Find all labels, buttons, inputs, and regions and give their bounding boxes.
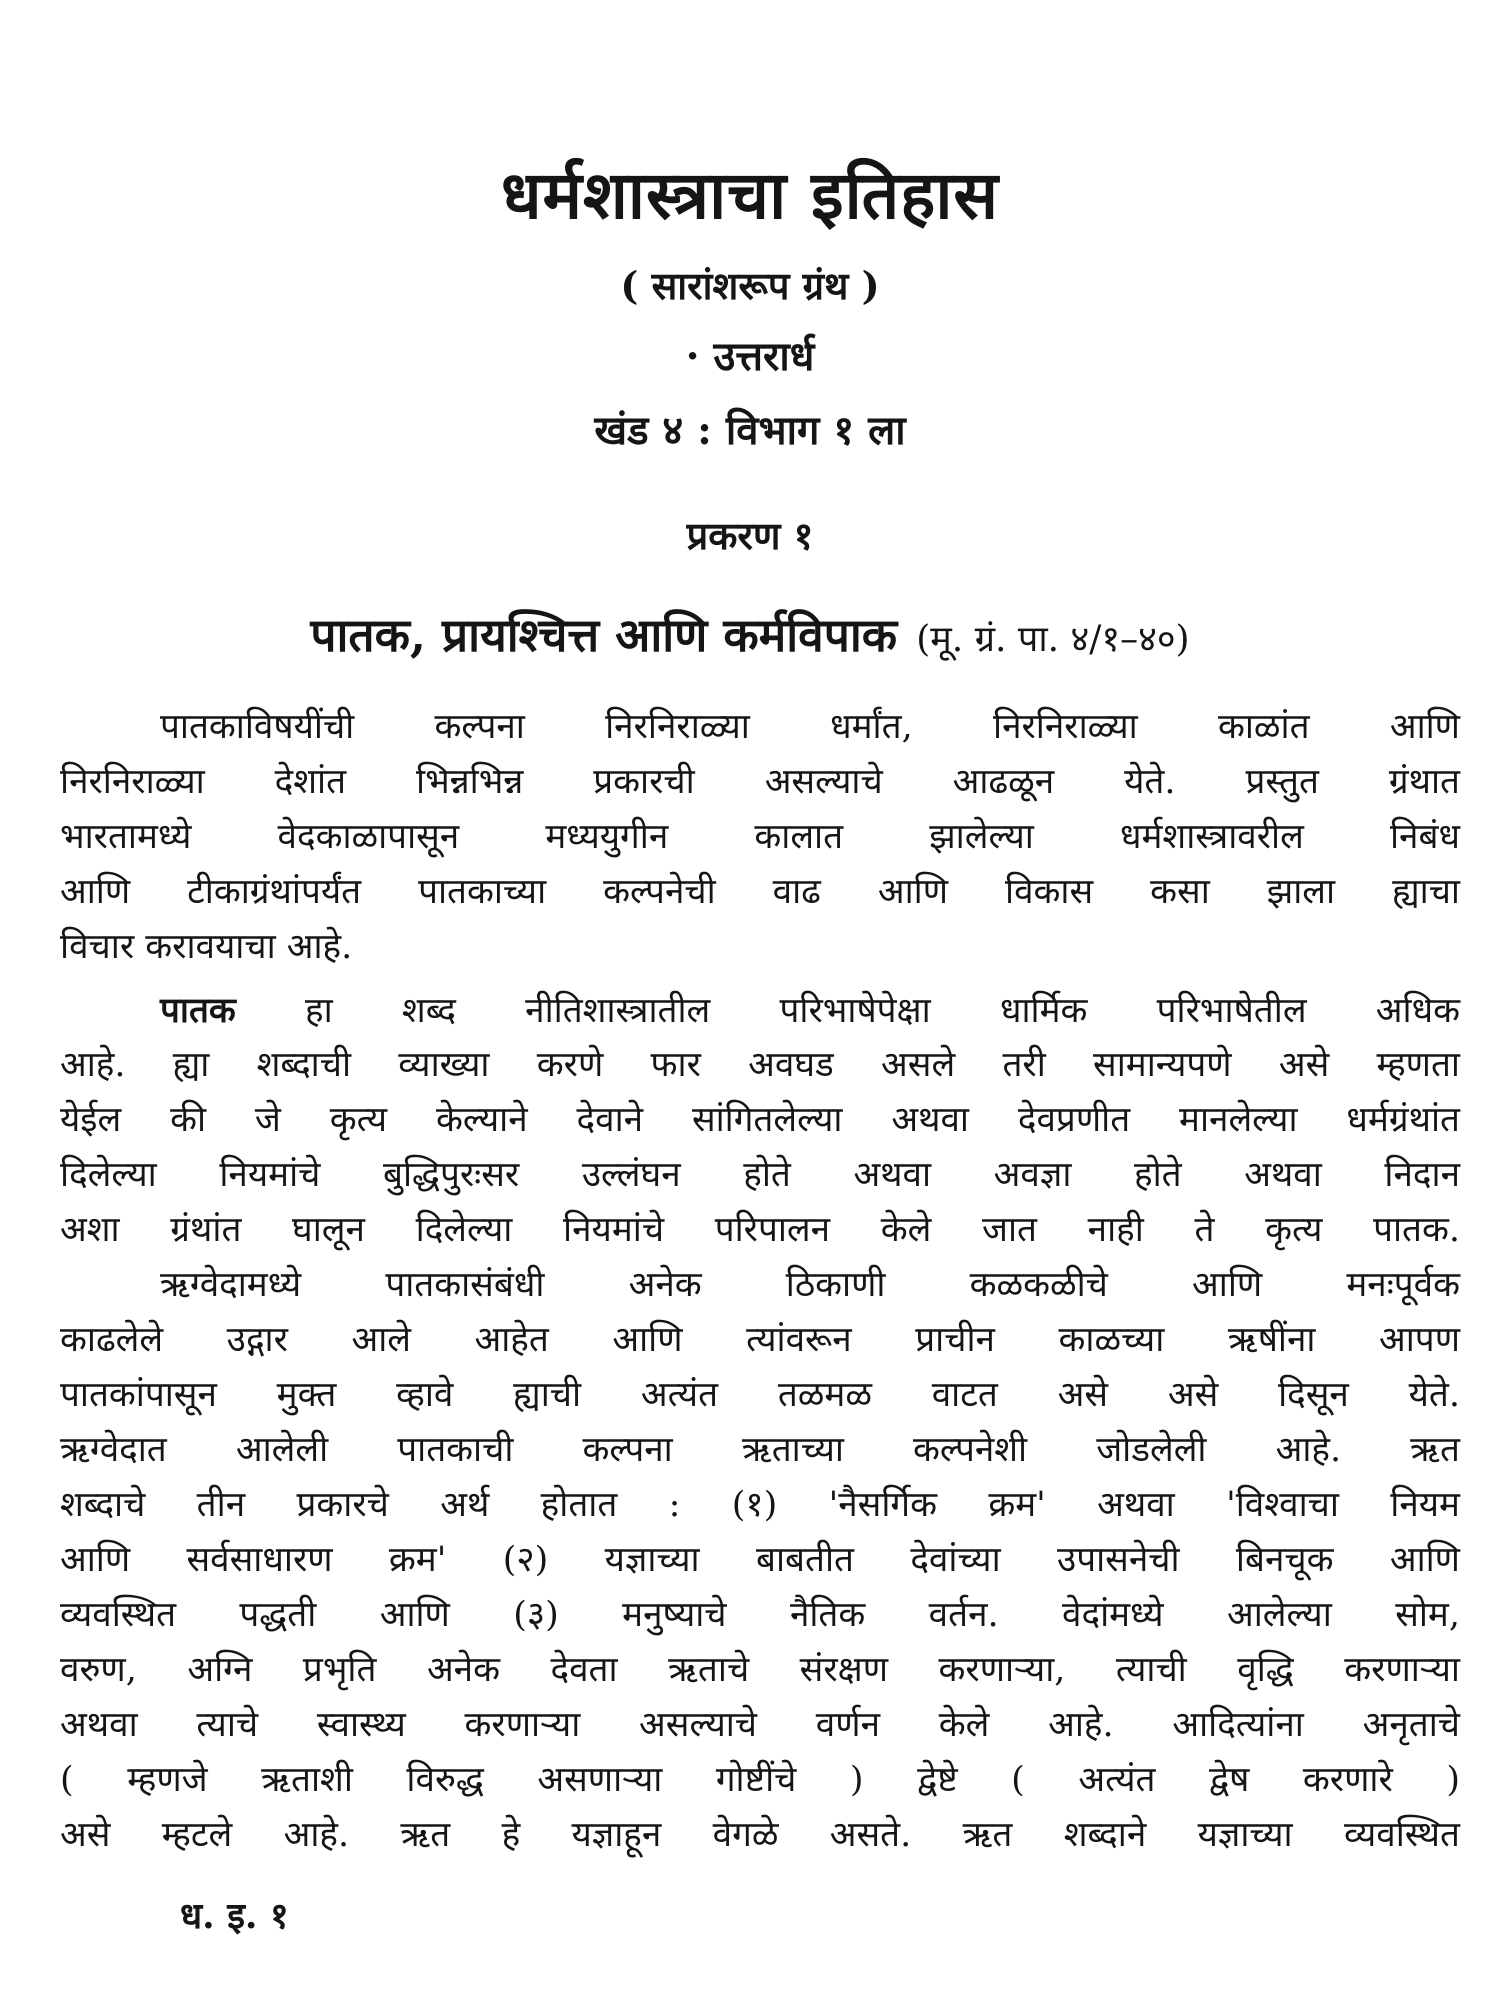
text-line: शब्दाचे तीन प्रकारचे अर्थ होतात : (१) 'नैसर्गिक क्रम' अथवा 'विश्वाचा नियम [60,1485,1460,1525]
text-line: असे म्हटले आहे. ऋत हे यज्ञाहून वेगळे असते. ऋत शब्दाने यज्ञाच्या व्यवस्थित [60,1815,1460,1855]
text-line [60,983,1460,1038]
chapter-number: प्रकरण १ [686,513,814,558]
part-title: · उत्तरार्ध [685,333,815,380]
chapter-reference: (मू. ग्रं. पा. ४/१–४०) [916,619,1190,660]
paragraph-spacer [60,975,1460,983]
paragraph-2 [60,983,1460,1258]
volume-section-line: खंड ४ : विभाग १ ला [594,407,906,454]
text-line: आहे. ह्या शब्दाची व्याख्या करणे फार अवघड असले तरी सामान्यपणे असे म्हणता [60,1045,1460,1085]
text-line: वरुण, अग्नि प्रभृति अनेक देवता ऋताचे संरक्षण करणाऱ्या, त्याची वृद्धि करणाऱ्या [60,1650,1460,1690]
footer-signature: ध. इ. १ [180,1895,289,1937]
page-title: धर्मशास्त्राचा इतिहास [500,156,1000,234]
text-line: येईल की जे कृत्य केल्याने देवाने सांगितलेल्या अथवा देवप्रणीत मानलेल्या धर्मग्रंथांत [60,1100,1460,1140]
term-pataka: पातक [160,990,236,1031]
body-text [60,700,1460,1863]
chapter-title: पातक, प्रायश्चित्त आणि कर्मविपाक [310,608,898,662]
text-line: ऋग्वेदामध्ये पातकासंबंधी अनेक ठिकाणी कळकळीचे आणि मनःपूर्वक [160,1265,1460,1305]
text-line: विचार करावयाचा आहे. [60,927,353,967]
text-line: पातकांपासून मुक्त व्हावे ह्याची अत्यंत तळमळ वाटत असे असे दिसून येते. [60,1375,1460,1415]
text-run: हा शब्द नीतिशास्त्रातील परिभाषेपेक्षा धार्मिक परिभाषेतील अधिक [235,991,1460,1031]
paragraph-1 [60,700,1460,975]
paragraph-3 [60,1258,1460,1863]
text-line: व्यवस्थित पद्धती आणि (३) मनुष्याचे नैतिक वर्तन. वेदांमध्ये आलेल्या सोम, [60,1595,1460,1635]
subtitle: ( सारांशरूप ग्रंथ ) [620,263,880,308]
text-line: अथवा त्याचे स्वास्थ्य करणाऱ्या असल्याचे वर्णन केले आहे. आदित्यांना अनृताचे [60,1705,1460,1745]
text-line: दिलेल्या नियमांचे बुद्धिपुरःसर उल्लंघन होते अथवा अवज्ञा होते अथवा निदान [60,1155,1460,1195]
text-line: ऋग्वेदात आलेली पातकाची कल्पना ऋताच्या कल्पनेशी जोडलेली आहे. ऋत [60,1430,1460,1470]
chapter-heading [0,600,1500,681]
text-line: आणि टीकाग्रंथांपर्यंत पातकाच्या कल्पनेची वाढ आणि विकास कसा झाला ह्याचा [60,872,1460,912]
text-line: काढलेले उद्गार आले आहेत आणि त्यांवरून प्राचीन काळच्या ऋषींना आपण [60,1320,1460,1360]
text-line: ( म्हणजे ऋताशी विरुद्ध असणाऱ्या गोष्टींचे ) द्वेष्टे ( अत्यंत द्वेष करणारे ) [60,1760,1460,1800]
text-line: अशा ग्रंथांत घालून दिलेल्या नियमांचे परिपालन केले जात नाही ते कृत्य पातक. [60,1210,1460,1250]
text-line: आणि सर्वसाधारण क्रम' (२) यज्ञाच्या बाबतीत देवांच्या उपासनेची बिनचूक आणि [60,1540,1460,1580]
text-line: निरनिराळ्या देशांत भिन्नभिन्न प्रकारची असल्याचे आढळून येते. प्रस्तुत ग्रंथात [60,762,1460,802]
text-line: भारतामध्ये वेदकाळापासून मध्ययुगीन कालात झालेल्या धर्मशास्त्रावरील निबंध [60,817,1460,857]
text-line: पातकाविषयींची कल्पना निरनिराळ्या धर्मांत, निरनिराळ्या काळांत आणि [160,707,1460,747]
